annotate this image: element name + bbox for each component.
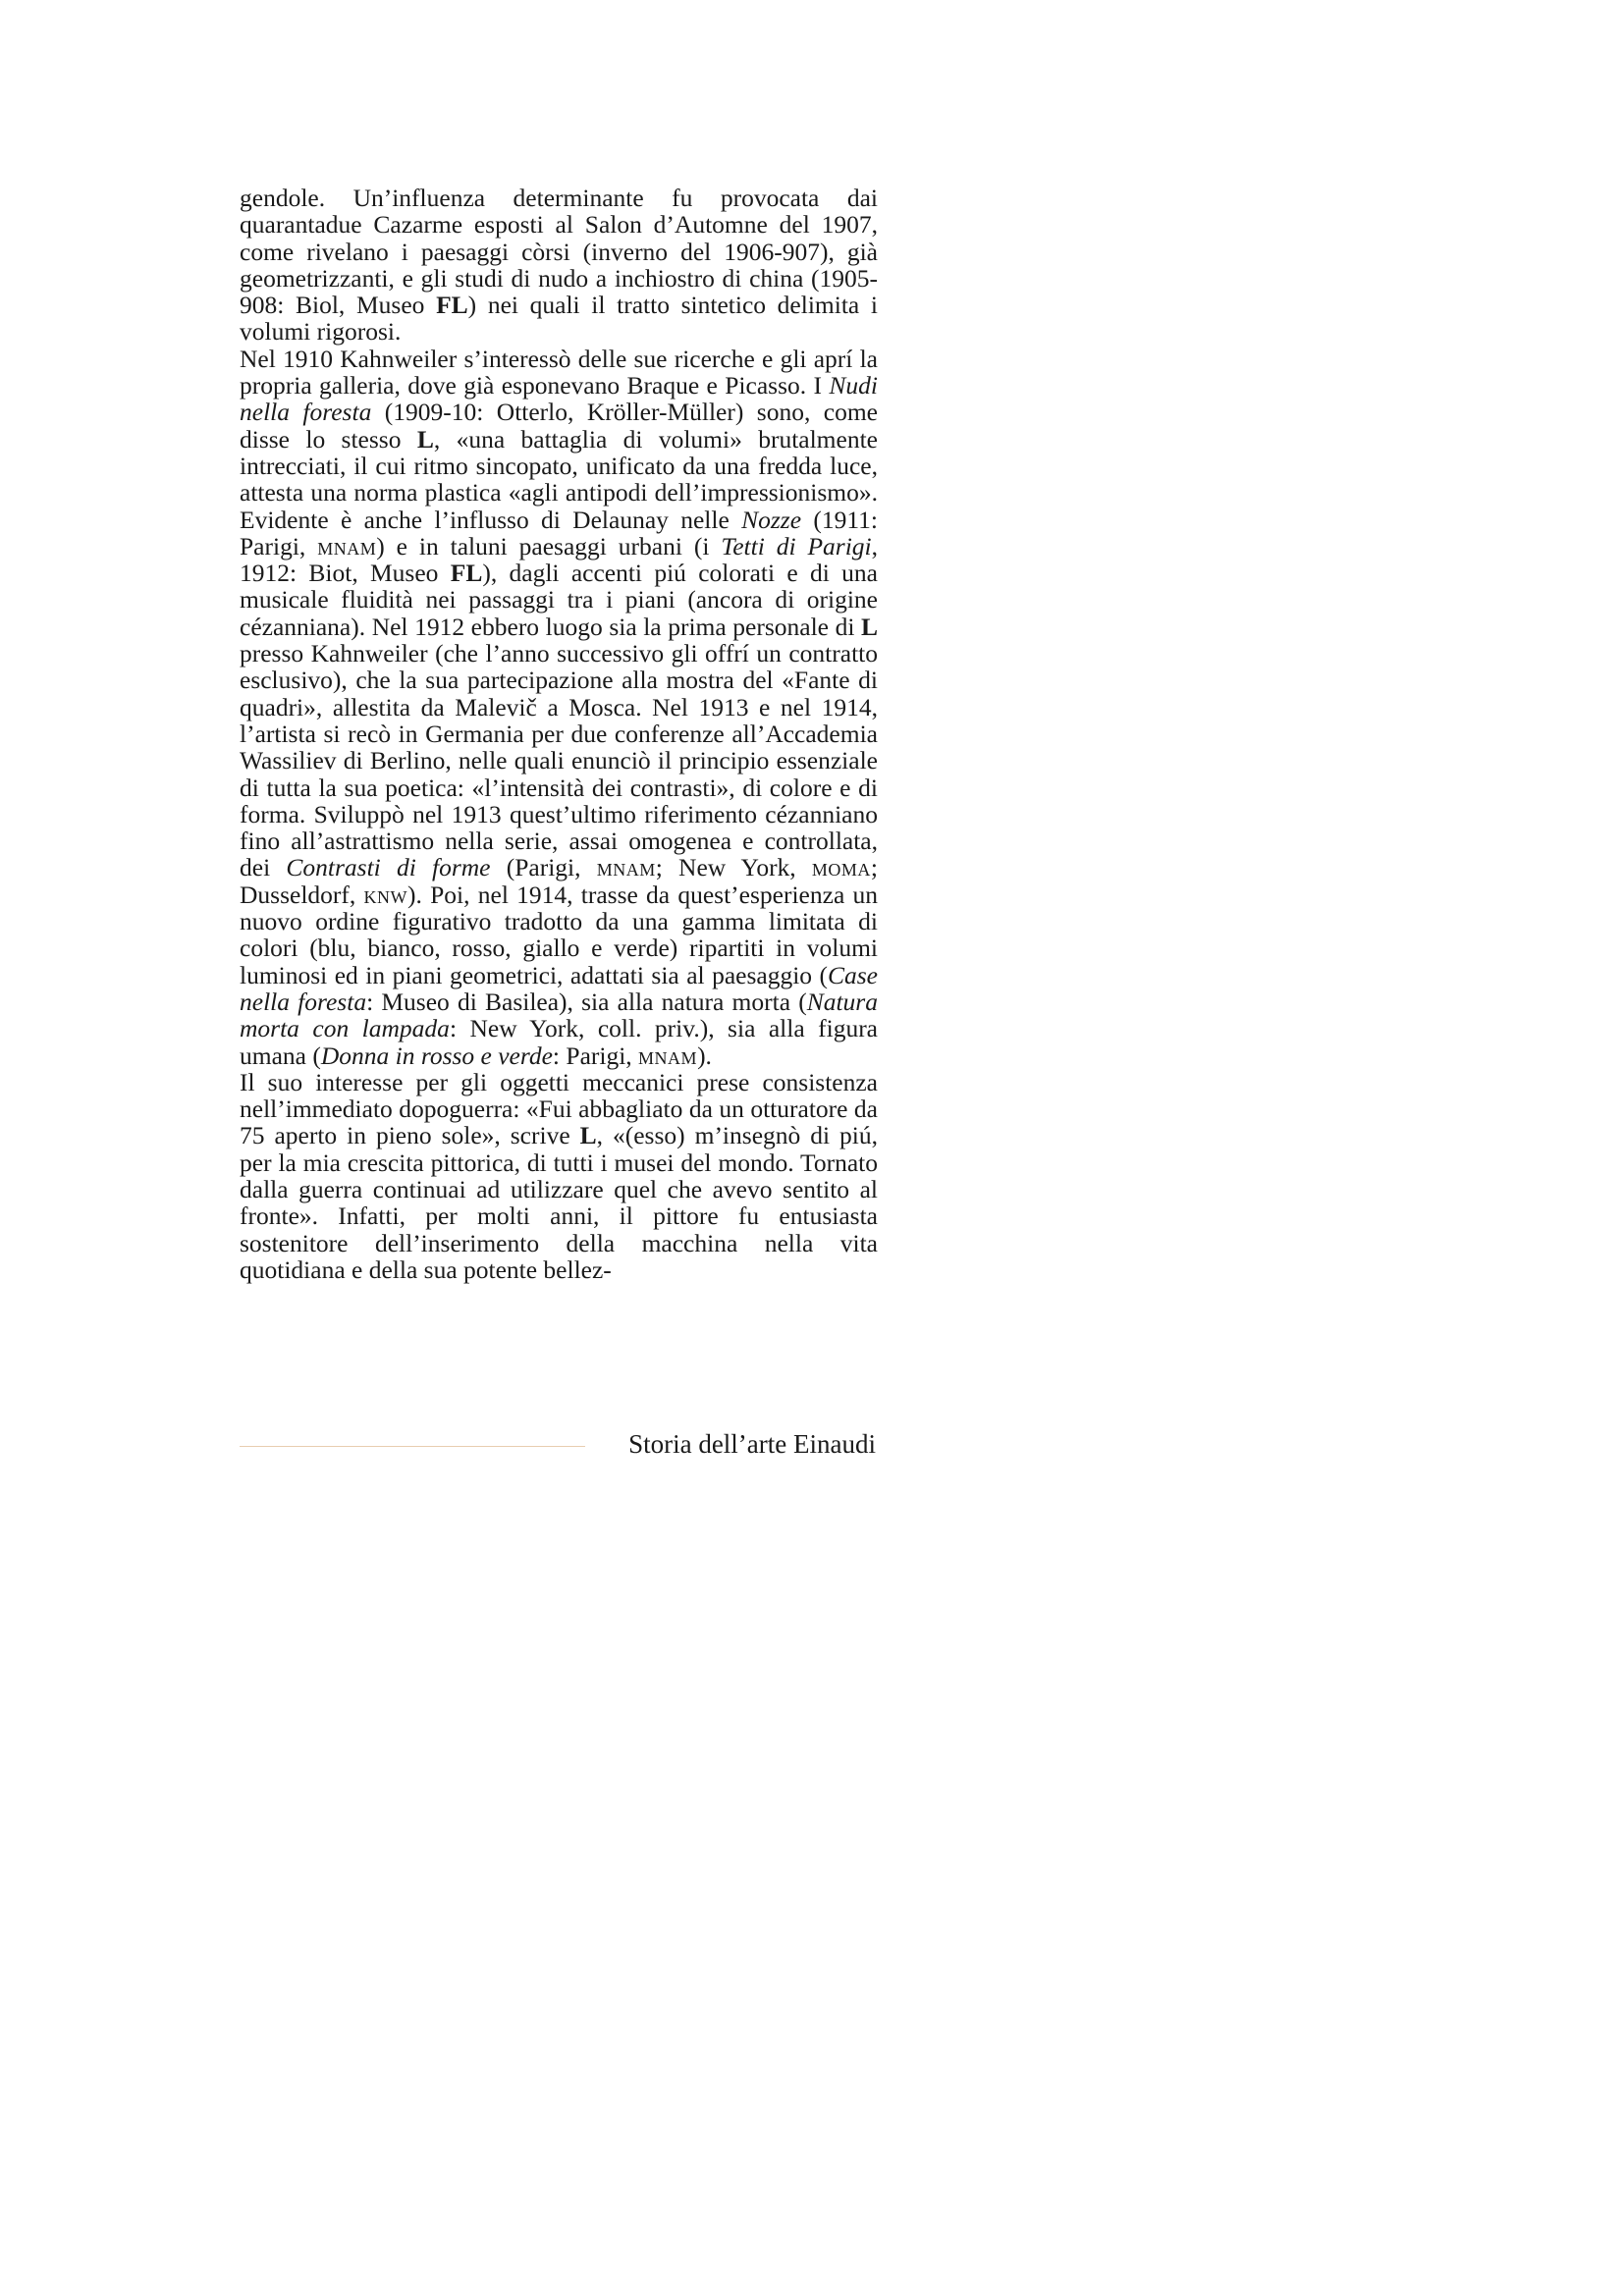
italic-title: Tetti di Parigi bbox=[721, 531, 872, 561]
text-run: (1911: Parigi, bbox=[240, 505, 878, 561]
text-run: gendole. Un’influenza determinante fu provocata dai quarantadue Cazarme esposti al Salon d’Automne del 1907, come rivelano i paesaggi còrsi (inverno del 1906-907), già geometrizzanti, e gli studi di nudo a inchiostro di china (1905-908: Biol, Museo bbox=[240, 184, 878, 320]
text-run: Il suo interesse per gli oggetti meccanici prese consistenza nell’immediato dopoguerra: «Fui abbagliato da un otturatore da 75 aperto in pieno sole», scrive bbox=[240, 1067, 878, 1150]
text-run: ), dagli accenti piú colorati e di una musicale fluidità nei passaggi tra i piani (ancora di origine cézanniana). Nel 1912 ebbero luogo sia la prima personale di bbox=[240, 559, 879, 641]
text-run: Nel 1910 Kahnweiler s’interessò delle sue ricerche e gli aprí la propria galleria, dove già esponevano Braque e Picasso. I bbox=[240, 344, 878, 400]
text-run: ) nei quali il tratto sintetico delimita i volumi rigorosi. bbox=[240, 291, 878, 347]
footer-rule bbox=[240, 1446, 585, 1447]
text-run: : Museo di Basilea), sia alla natura morta ( bbox=[366, 987, 807, 1016]
italic-title: Contrasti di forme bbox=[286, 853, 491, 882]
text-run: : Parigi, bbox=[552, 1041, 639, 1070]
bold-abbrev: FL bbox=[436, 291, 468, 320]
bold-abbrev: FL bbox=[450, 559, 483, 588]
bold-abbrev: L bbox=[579, 1121, 597, 1150]
paragraph-3 bbox=[240, 1069, 878, 1283]
text-run: ). Poi, nel 1914, trasse da quest’esperienza un nuovo ordine figurativo tradotto da una gamma limitata di colori (blu, bianco, rosso, giallo e verde) ripartiti in volumi luminosi ed in piani geometrici, adattati sia al paesaggio ( bbox=[240, 880, 878, 989]
text-run: ; New York, bbox=[655, 853, 812, 882]
body-text bbox=[240, 185, 878, 1283]
paragraph-2 bbox=[240, 346, 878, 1069]
italic-title: Natura morta con lampada bbox=[240, 987, 878, 1043]
italic-title: Nudi nella foresta bbox=[240, 371, 878, 427]
smallcaps-abbrev: mnam bbox=[596, 853, 656, 882]
smallcaps-abbrev: mnam bbox=[638, 1041, 698, 1070]
text-run: presso Kahnweiler (che l’anno successivo gli offrí un contratto esclusivo), che la sua partecipazione alla mostra del «Fante di quadri», allestita da Malevič a Mosca. Nel 1913 e nel 1914, l’artista si recò in Germania per due conferenze all’Accademia Wassiliev di Berlino, nelle quali enunciò il principio essenziale di tutta la sua poetica: «l’intensità dei contrasti», di colore e di forma. Sviluppò nel 1913 quest’ultimo riferimento cézanniano fino all’astrattismo nella serie, assai omogenea e controllata, dei bbox=[240, 639, 878, 882]
footer-title: Storia dell’arte Einaudi bbox=[628, 1429, 876, 1459]
paragraph-1 bbox=[240, 185, 878, 346]
text-run: : New York, coll. priv.), sia alla figura umana ( bbox=[240, 1014, 879, 1070]
smallcaps-abbrev: mnam bbox=[317, 531, 377, 561]
bold-abbrev: L bbox=[860, 612, 878, 641]
text-run: ). bbox=[697, 1041, 712, 1070]
italic-title: Nozze bbox=[741, 505, 802, 534]
text-run: , «(esso) m’insegnò di piú, per la mia crescita pittorica, di tutti i musei del mondo. Tornato dalla guerra continuai ad utilizzare quel che avevo sentito al fronte». Infatti, per molti anni, il pittore fu entusiasta sostenitore dell’inserimento della macchina nella vita quotidiana e della sua potente bellez- bbox=[240, 1121, 878, 1284]
smallcaps-abbrev: moma bbox=[811, 853, 871, 882]
text-run: (1909-10: Otterlo, Kröller-Müller) sono, come disse lo stesso bbox=[240, 398, 878, 454]
bold-abbrev: L bbox=[416, 424, 434, 454]
smallcaps-abbrev: knw bbox=[363, 880, 408, 909]
text-run: , 1912: Biot, Museo bbox=[240, 531, 878, 588]
italic-title: Donna in rosso e verde bbox=[320, 1041, 553, 1070]
text-run: , «una battaglia di volumi» brutalmente intrecciati, il cui ritmo sincopato, unificato da una fredda luce, attesta una norma plastica «agli antipodi dell’impressionismo». Evidente è anche l’influsso di Delaunay nelle bbox=[240, 424, 878, 534]
text-run: ; Dusseldorf, bbox=[240, 853, 879, 909]
text-run: (Parigi, bbox=[490, 853, 597, 882]
text-run: ) e in taluni paesaggi urbani (i bbox=[376, 531, 722, 561]
italic-title: Case nella foresta bbox=[240, 960, 878, 1016]
